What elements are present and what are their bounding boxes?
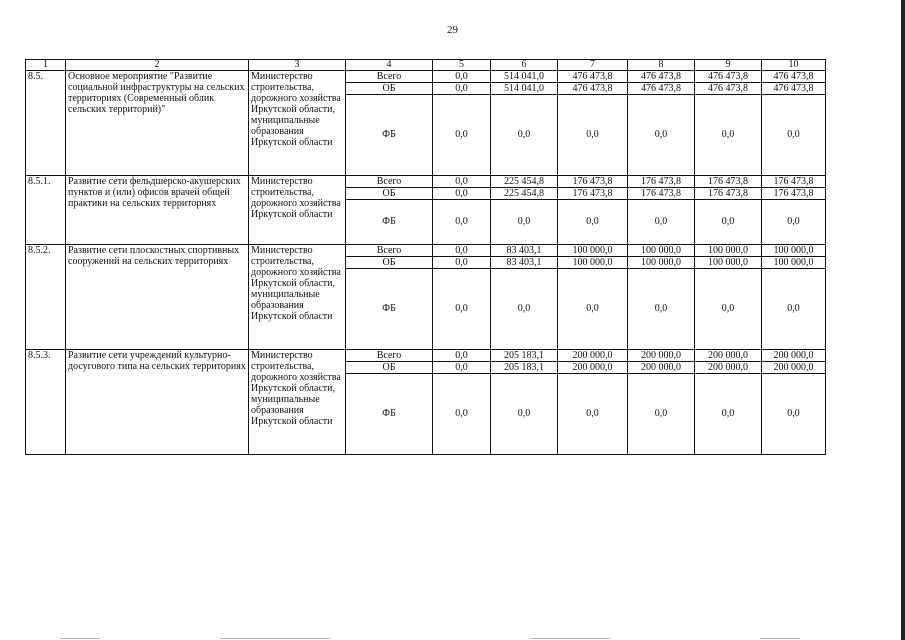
item-executor: Министерство строительства, дорожного хозяйства Иркутской области, муниципальные образования Иркутской области [249, 71, 346, 176]
funding-value: 0,0 [695, 200, 762, 245]
funding-value: 100 000,0 [558, 257, 628, 269]
funding-value: 514 041,0 [491, 83, 558, 95]
funding-source: ОБ [346, 362, 433, 374]
column-header-row [26, 60, 826, 71]
funding-source: Всего [346, 176, 433, 188]
funding-value: 200 000,0 [762, 362, 826, 374]
funding-value: 200 000,0 [762, 350, 826, 362]
funding-value: 0,0 [433, 95, 491, 176]
funding-value: 176 473,8 [695, 188, 762, 200]
column-header: 3 [249, 60, 346, 71]
item-name: Основное мероприятие "Развитие социальной инфраструктуры на сельских территориях (Современный облик сельских территорий)" [66, 71, 249, 176]
funding-value: 100 000,0 [695, 257, 762, 269]
funding-value: 176 473,8 [762, 188, 826, 200]
funding-value: 476 473,8 [762, 83, 826, 95]
funding-value: 205 183,1 [491, 362, 558, 374]
item-name: Развитие сети плоскостных спортивных сооружений на сельских территориях [66, 245, 249, 350]
funding-value: 0,0 [762, 269, 826, 350]
funding-source: ФБ [346, 269, 433, 350]
item-executor: Министерство строительства, дорожного хозяйства Иркутской области, муниципальные образования Иркутской области [249, 245, 346, 350]
funding-value: 0,0 [558, 374, 628, 455]
column-header: 4 [346, 60, 433, 71]
budget-table [25, 59, 826, 455]
column-header: 8 [628, 60, 695, 71]
funding-value: 100 000,0 [762, 257, 826, 269]
item-code: 8.5. [26, 71, 66, 176]
scan-artifact [60, 638, 100, 639]
funding-value: 0,0 [491, 95, 558, 176]
funding-value: 0,0 [433, 257, 491, 269]
funding-value: 0,0 [433, 245, 491, 257]
funding-value: 200 000,0 [628, 362, 695, 374]
funding-value: 476 473,8 [558, 71, 628, 83]
funding-value: 0,0 [695, 269, 762, 350]
funding-value: 0,0 [433, 374, 491, 455]
scan-artifact [760, 638, 800, 639]
funding-value: 0,0 [433, 269, 491, 350]
funding-source: ОБ [346, 257, 433, 269]
funding-value: 0,0 [558, 200, 628, 245]
funding-value: 0,0 [433, 188, 491, 200]
funding-source: Всего [346, 71, 433, 83]
funding-value: 176 473,8 [558, 188, 628, 200]
funding-row [26, 245, 826, 257]
funding-source: ФБ [346, 374, 433, 455]
funding-value: 200 000,0 [695, 362, 762, 374]
funding-value: 0,0 [762, 95, 826, 176]
funding-value: 0,0 [628, 200, 695, 245]
page-number: 29 [447, 24, 458, 36]
item-code: 8.5.1. [26, 176, 66, 245]
funding-value: 0,0 [628, 269, 695, 350]
item-executor: Министерство строительства, дорожного хозяйства Иркутской области, муниципальные образования Иркутской области [249, 350, 346, 455]
scan-artifact [530, 638, 610, 639]
funding-source: ФБ [346, 95, 433, 176]
funding-value: 0,0 [762, 200, 826, 245]
funding-value: 176 473,8 [628, 188, 695, 200]
funding-row [26, 176, 826, 188]
item-name: Развитие сети фельдшерско-акушерских пунктов и (или) офисов врачей общей практики на сельских территориях [66, 176, 249, 245]
funding-value: 0,0 [491, 200, 558, 245]
funding-value: 0,0 [433, 176, 491, 188]
funding-value: 100 000,0 [762, 245, 826, 257]
funding-value: 200 000,0 [558, 350, 628, 362]
funding-source: ОБ [346, 188, 433, 200]
funding-value: 0,0 [433, 200, 491, 245]
column-header: 7 [558, 60, 628, 71]
funding-value: 205 183,1 [491, 350, 558, 362]
funding-value: 476 473,8 [695, 71, 762, 83]
funding-value: 0,0 [433, 83, 491, 95]
funding-source: Всего [346, 245, 433, 257]
funding-source: ФБ [346, 200, 433, 245]
funding-value: 176 473,8 [628, 176, 695, 188]
funding-value: 476 473,8 [695, 83, 762, 95]
funding-value: 176 473,8 [558, 176, 628, 188]
funding-value: 200 000,0 [558, 362, 628, 374]
funding-value: 0,0 [628, 374, 695, 455]
column-header: 1 [26, 60, 66, 71]
scan-artifact [220, 638, 330, 639]
funding-value: 0,0 [628, 95, 695, 176]
item-code: 8.5.2. [26, 245, 66, 350]
funding-value: 0,0 [491, 269, 558, 350]
funding-value: 83 403,1 [491, 245, 558, 257]
funding-value: 0,0 [762, 374, 826, 455]
funding-value: 476 473,8 [558, 83, 628, 95]
funding-value: 0,0 [433, 362, 491, 374]
funding-value: 225 454,8 [491, 188, 558, 200]
funding-value: 514 041,0 [491, 71, 558, 83]
funding-value: 176 473,8 [695, 176, 762, 188]
funding-value: 200 000,0 [695, 350, 762, 362]
funding-row [26, 350, 826, 362]
column-header: 10 [762, 60, 826, 71]
funding-value: 476 473,8 [762, 71, 826, 83]
funding-value: 0,0 [491, 374, 558, 455]
column-header: 9 [695, 60, 762, 71]
funding-value: 0,0 [558, 95, 628, 176]
item-code: 8.5.3. [26, 350, 66, 455]
funding-value: 100 000,0 [628, 257, 695, 269]
funding-value: 0,0 [433, 350, 491, 362]
funding-source: Всего [346, 350, 433, 362]
column-header: 5 [433, 60, 491, 71]
funding-row [26, 71, 826, 83]
funding-value: 0,0 [695, 374, 762, 455]
item-name: Развитие сети учреждений культурно-досугового типа на сельских территориях [66, 350, 249, 455]
funding-value: 176 473,8 [762, 176, 826, 188]
column-header: 2 [66, 60, 249, 71]
funding-value: 0,0 [433, 71, 491, 83]
funding-value: 476 473,8 [628, 71, 695, 83]
funding-value: 83 403,1 [491, 257, 558, 269]
funding-value: 225 454,8 [491, 176, 558, 188]
funding-value: 100 000,0 [628, 245, 695, 257]
funding-value: 476 473,8 [628, 83, 695, 95]
page-edge [901, 0, 905, 640]
funding-value: 100 000,0 [558, 245, 628, 257]
funding-source: ОБ [346, 83, 433, 95]
funding-value: 0,0 [695, 95, 762, 176]
funding-value: 100 000,0 [695, 245, 762, 257]
column-header: 6 [491, 60, 558, 71]
funding-value: 200 000,0 [628, 350, 695, 362]
funding-value: 0,0 [558, 269, 628, 350]
item-executor: Министерство строительства, дорожного хозяйства Иркутской области [249, 176, 346, 245]
